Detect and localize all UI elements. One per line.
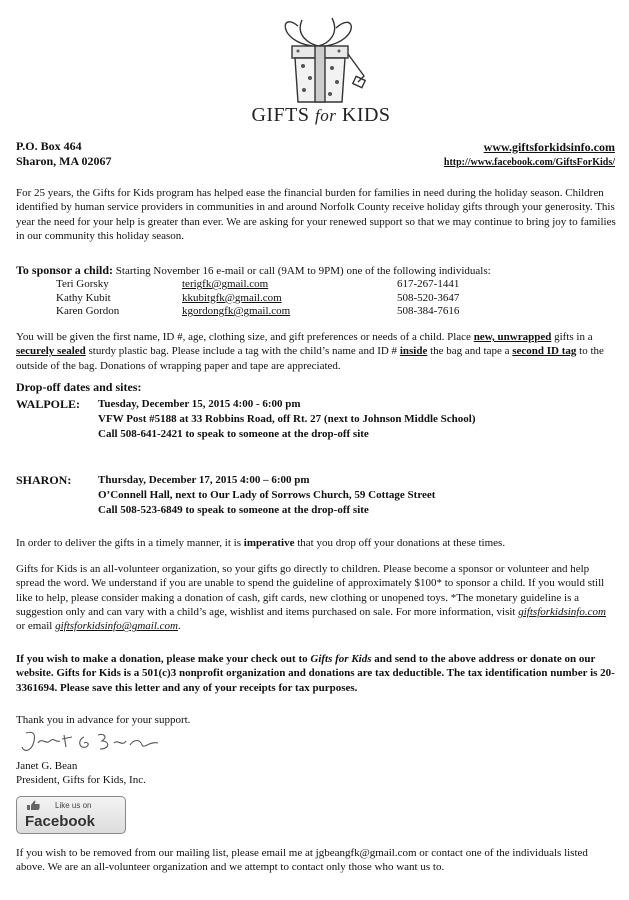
thanks-line: Thank you in advance for your support. — [16, 714, 191, 726]
email-link[interactable]: kkubitgfk@gmail.com — [182, 291, 282, 304]
website-link[interactable]: giftsforkidsinfo.com — [518, 605, 606, 618]
facebook-badge-label: Facebook — [25, 813, 96, 830]
gift-instructions: You will be given the first name, ID #, age, clothing size, and gift preferences or needs of a child. Place new, unwrapped gifts in a securely sealed sturdy plastic bag. Please include a tag with the child’s name and ID # inside the bag and tape a second ID tag to the outside of the bag. Donations of wrapping paper and tape are appreciated. — [16, 331, 604, 372]
contact-row: Teri Gorsky terigfk@gmail.com 617-267-1441 — [56, 278, 460, 290]
donation-paragraph: If you wish to make a donation, please make your check out to Gifts for Kids and send to the above address or donate on our website. Gifts for Kids is a 501(c)3 nonprofit organization and donations are tax deductible. The tax identification number is 20-3361694. Please save this letter and any of your receipts for tax purposes. — [16, 653, 615, 694]
dropoff-town: SHARON: — [16, 473, 72, 487]
mailing-address: P.O. Box 464 Sharon, MA 02067 — [16, 139, 112, 168]
facebook-like-button[interactable] — [16, 796, 126, 834]
email-link[interactable]: terigfk@gmail.com — [182, 278, 269, 290]
dropoff-details: Thursday, December 17, 2015 4:00 – 6:00 pm O’Connell Hall, next to Our Lady of Sorrows Church, 59 Cottage Street Call 508-523-6849 to speak to someone at the drop-off site — [98, 474, 436, 516]
contact-list — [56, 277, 616, 318]
website-link[interactable]: www.giftsforkidsinfo.com — [483, 140, 615, 154]
volunteer-paragraph: Gifts for Kids is an all-volunteer organization, so your gifts go directly to children. Please become a sponsor or volunteer and help spread the word. We understand if you are unable to spend the guideline of approximately $100* to sponsor a child. If you would still like to help, please consider making a donation of cash, gift cards, new clothing or unopened toys. *The monetary guideline is a suggestion only and can vary with a child’s age, wishlist and items purchased on sale. For more information, visit giftsforkidsinfo.com or email giftsforkidsinfo@gmail.com. — [16, 563, 606, 633]
intro-paragraph: For 25 years, the Gifts for Kids program has helped ease the financial burden for families in need during the holiday season. Children identified by human service providers in communities in and around Norfolk County receive holiday gifts through your generosity. This year the need for your help is greater than ever. We are asking for your renewed support so that we may continue to bring joy to families in our community this holiday season. — [16, 187, 616, 242]
web-links — [444, 139, 615, 171]
logo-wordmark: GIFTS for KIDS — [251, 104, 391, 126]
signature-icon — [18, 727, 168, 757]
dropoff-heading: Drop-off dates and sites: — [16, 380, 142, 394]
signer-block: Janet G. Bean President, Gifts for Kids, Inc. — [16, 760, 146, 787]
dropoff-details: Tuesday, December 15, 2015 4:00 - 6:00 pm VFW Post #5188 at 33 Robbins Road, off Rt. 27 (next to Johnson Middle School) Call 508-641-2421 to speak to someone at the drop-off site — [98, 398, 476, 440]
sponsor-instructions: To sponsor a child: Starting November 16 e-mail or call (9AM to 9PM) one of the following individuals: — [16, 263, 491, 277]
contact-row: Kathy Kubit kkubitgfk@gmail.com 508-520-3647 — [56, 291, 460, 304]
facebook-badge-small: Like us on — [55, 801, 92, 810]
thumbs-up-icon — [25, 800, 49, 811]
email-link[interactable]: kgordongfk@gmail.com — [182, 305, 291, 317]
contact-row: Karen Gordon kgordongfk@gmail.com 508-384-7616 — [56, 305, 460, 317]
unsubscribe-note: If you wish to be removed from our mailing list, please email me at jgbeangfk@gmail.com or contact one of the individuals listed above. We are an all-volunteer organization and we attempt to contact only those who want us to. — [16, 847, 588, 874]
dropoff-town: WALPOLE: — [16, 397, 81, 411]
email-link[interactable]: giftsforkidsinfo@gmail.com — [55, 620, 178, 633]
facebook-link[interactable]: http://www.facebook.com/GiftsForKids/ — [443, 157, 615, 168]
delivery-note: In order to deliver the gifts in a timely manner, it is imperative that you drop off your donations at these times. — [16, 537, 506, 549]
